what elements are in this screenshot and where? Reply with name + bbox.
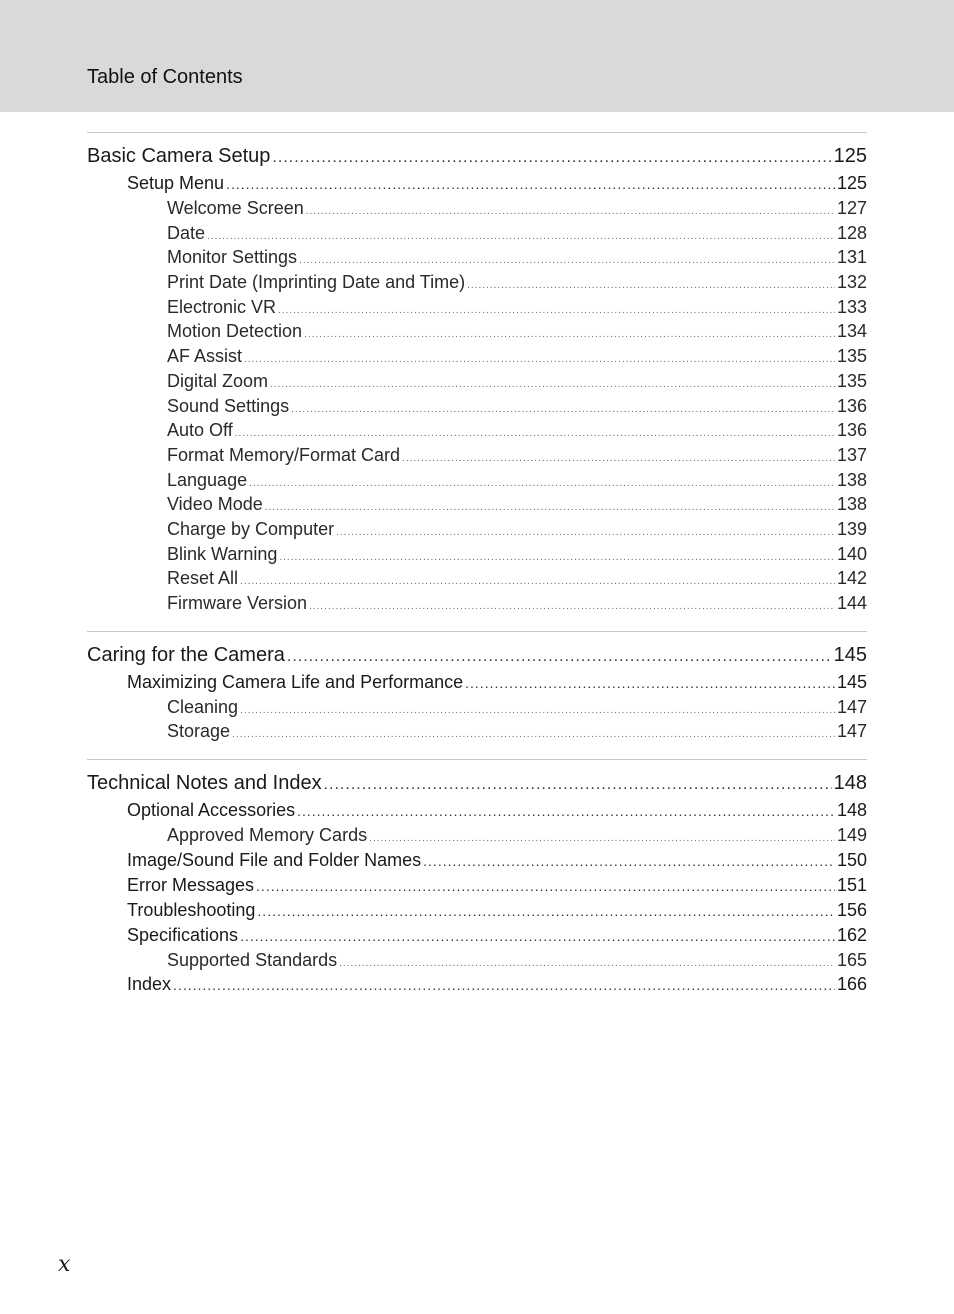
toc-subentry-label: Monitor Settings <box>167 247 298 268</box>
toc-subentry[interactable] <box>87 468 867 493</box>
toc-entry-page: 125 <box>836 173 867 193</box>
toc-subentry-page: 147 <box>836 696 867 717</box>
dot-leader <box>257 899 835 923</box>
dot-leader <box>240 924 835 948</box>
toc-subentry-label: Video Mode <box>167 494 263 515</box>
dot-leader <box>272 143 831 171</box>
toc-subentry-page: 165 <box>836 949 867 970</box>
toc-subentry[interactable] <box>87 566 867 591</box>
toc-entry-label: Index <box>127 974 172 995</box>
dot-leader <box>287 642 832 670</box>
toc-section <box>87 759 867 997</box>
table-of-contents <box>87 132 867 997</box>
toc-entry[interactable] <box>87 898 867 923</box>
toc-subentry-page: 138 <box>836 469 867 490</box>
toc-subentry-page: 142 <box>836 568 867 589</box>
toc-entry[interactable] <box>87 972 867 997</box>
toc-section <box>87 132 867 616</box>
toc-subentry-page: 137 <box>836 444 867 465</box>
dot-leader <box>226 172 835 196</box>
toc-subentry-page: 135 <box>836 370 867 391</box>
toc-subentry-page: 139 <box>836 518 867 539</box>
toc-subentry[interactable] <box>87 517 867 542</box>
toc-subentry-label: Supported Standards <box>167 949 338 970</box>
dot-leader <box>270 373 835 394</box>
toc-subentry-page: 128 <box>836 222 867 243</box>
toc-subentry-page: 136 <box>836 395 867 416</box>
toc-subentry[interactable] <box>87 221 867 246</box>
dot-leader <box>339 952 835 973</box>
toc-chapter[interactable] <box>87 640 867 670</box>
dot-leader <box>173 973 835 997</box>
toc-subentry[interactable] <box>87 369 867 394</box>
dot-leader <box>369 827 835 848</box>
toc-chapter-page: 148 <box>833 772 867 795</box>
toc-subentry-page: 134 <box>836 321 867 342</box>
toc-subentry-page: 127 <box>836 198 867 218</box>
toc-subentry-label: Blink Warning <box>167 543 278 564</box>
toc-subentry[interactable] <box>87 443 867 468</box>
toc-entry-label: Troubleshooting <box>127 899 256 920</box>
toc-subentry[interactable] <box>87 319 867 344</box>
toc-subentry-label: Approved Memory Cards <box>167 825 368 846</box>
toc-subentry[interactable] <box>87 270 867 295</box>
toc-subentry-page: 133 <box>836 296 867 317</box>
toc-subentry-label: Language <box>167 469 248 490</box>
dot-leader <box>465 671 835 695</box>
toc-subentry-label: Sound Settings <box>167 395 290 416</box>
toc-subentry-label: Format Memory/Format Card <box>167 444 401 465</box>
toc-chapter-label: Technical Notes and Index <box>87 772 322 795</box>
toc-subentry-page: 140 <box>836 543 867 564</box>
toc-subentry[interactable] <box>87 591 867 616</box>
toc-entry-label: Setup Menu <box>127 173 225 193</box>
toc-subentry-page: 149 <box>836 825 867 846</box>
toc-entry-page: 150 <box>836 849 867 870</box>
toc-subentry-page: 144 <box>836 593 867 613</box>
toc-entry-page: 156 <box>836 899 867 920</box>
toc-subentry-label: Date <box>167 222 206 243</box>
toc-chapter-page: 145 <box>833 643 867 666</box>
toc-subentry[interactable] <box>87 295 867 320</box>
toc-subentry-page: 138 <box>836 494 867 515</box>
dot-leader <box>324 770 832 798</box>
toc-subentry[interactable] <box>87 542 867 567</box>
toc-subentry[interactable] <box>87 344 867 369</box>
header-band <box>0 0 954 112</box>
toc-chapter-label: Basic Camera Setup <box>87 145 271 167</box>
dot-leader <box>299 249 835 270</box>
toc-subentry-page: 132 <box>836 272 867 293</box>
toc-subentry-label: AF Assist <box>167 346 243 367</box>
toc-subentry[interactable] <box>87 719 867 744</box>
dot-leader <box>256 874 835 898</box>
toc-subentry[interactable] <box>87 196 867 221</box>
toc-subentry-page: 136 <box>836 420 867 441</box>
toc-subentry-label: Print Date (Imprinting Date and Time) <box>167 272 466 293</box>
toc-subentry-page: 135 <box>836 346 867 367</box>
toc-subentry-page: 147 <box>836 721 867 742</box>
dot-leader <box>304 323 835 344</box>
dot-leader <box>244 348 835 369</box>
toc-chapter[interactable] <box>87 768 867 798</box>
toc-subentry-page: 131 <box>836 247 867 268</box>
toc-subentry[interactable] <box>87 418 867 443</box>
toc-subentry-label: Firmware Version <box>167 593 308 613</box>
toc-entry-page: 162 <box>836 924 867 945</box>
dot-leader <box>306 200 835 221</box>
toc-subentry-label: Digital Zoom <box>167 370 269 391</box>
toc-entry-label: Specifications <box>127 924 239 945</box>
toc-entry-page: 145 <box>836 671 867 692</box>
toc-entry-label: Error Messages <box>127 874 255 895</box>
dot-leader <box>402 447 835 468</box>
dot-leader <box>423 849 835 873</box>
toc-chapter-label: Caring for the Camera <box>87 643 285 666</box>
toc-entry[interactable] <box>87 848 867 873</box>
toc-section <box>87 631 867 744</box>
dot-leader <box>309 595 835 616</box>
toc-entry-page: 148 <box>836 800 867 821</box>
dot-leader <box>232 723 835 744</box>
dot-leader <box>336 521 835 542</box>
toc-entry-label: Optional Accessories <box>127 800 296 821</box>
toc-subentry-label: Reset All <box>167 568 239 589</box>
toc-chapter[interactable] <box>87 141 867 171</box>
toc-subentry-label: Motion Detection <box>167 321 303 342</box>
toc-entry[interactable] <box>87 670 867 695</box>
toc-subentry[interactable] <box>87 948 867 973</box>
dot-leader <box>278 299 835 320</box>
toc-subentry-label: Storage <box>167 721 231 742</box>
dot-leader <box>467 274 835 295</box>
toc-entry-label: Maximizing Camera Life and Performance <box>127 671 464 692</box>
page-title: Table of Contents <box>87 66 243 88</box>
dot-leader <box>235 422 835 443</box>
toc-subentry[interactable] <box>87 823 867 848</box>
toc-subentry[interactable] <box>87 492 867 517</box>
toc-subentry-label: Charge by Computer <box>167 518 335 539</box>
toc-chapter-page: 125 <box>833 145 867 167</box>
toc-subentry[interactable] <box>87 394 867 419</box>
dot-leader <box>240 570 835 591</box>
dot-leader <box>207 225 835 246</box>
toc-entry-label: Image/Sound File and Folder Names <box>127 849 422 870</box>
toc-entry-page: 151 <box>836 874 867 895</box>
dot-leader <box>249 472 835 493</box>
toc-subentry-label: Cleaning <box>167 696 239 717</box>
toc-subentry-label: Electronic VR <box>167 296 277 317</box>
toc-entry[interactable] <box>87 923 867 948</box>
toc-entry[interactable] <box>87 171 867 196</box>
toc-subentry-label: Auto Off <box>167 420 233 441</box>
toc-subentry-label: Welcome Screen <box>167 198 304 218</box>
dot-leader <box>297 799 835 823</box>
toc-entry[interactable] <box>87 798 867 823</box>
dot-leader <box>279 546 835 567</box>
toc-subentry[interactable] <box>87 245 867 270</box>
toc-entry-page: 166 <box>836 974 867 995</box>
toc-entry[interactable] <box>87 873 867 898</box>
dot-leader <box>265 496 835 517</box>
dot-leader <box>291 398 835 419</box>
page-number: x <box>58 1252 71 1277</box>
dot-leader <box>240 699 835 720</box>
toc-subentry[interactable] <box>87 695 867 720</box>
